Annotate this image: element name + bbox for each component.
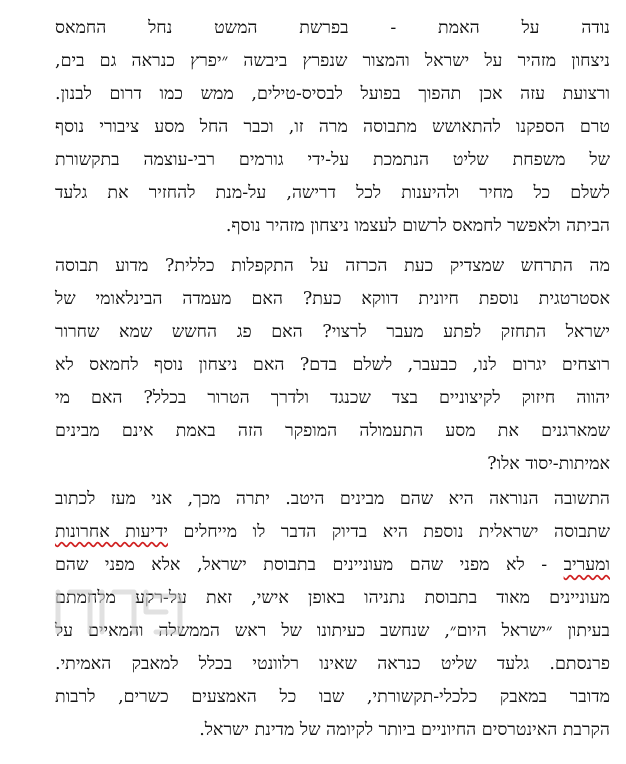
- paragraph-line: יהווה חיזוק לקיצוניים בצד שכנגד ולדרך הטרור בכלל? האם מי: [54, 388, 610, 408]
- paragraph-line: רוצחים יגרום לנו, כבעבר, לשלם בדם? האם ניצחון נוסף לחמאס לא: [54, 355, 610, 375]
- paragraph-line: שמארגנים את מסע התעמולה המופקר הזה באמת אינם מבינים: [55, 421, 610, 441]
- spellcheck-mark: ומעריב: [563, 555, 610, 575]
- paragraph-line: לשלם כל מחיר ולהיענות לכל דרישה, על-מנת להחזיר את גלעד: [54, 183, 610, 203]
- paragraph-line: פרנסתם. גלעד שליט כנראה שאינו רלוונטי בכלל למאבק האמיתי.: [55, 654, 610, 674]
- paragraph-line: אסטרטגית נוספת חיונית דווקא כעת? האם מעמדה הבינלאומי של: [55, 289, 610, 309]
- paragraph-line: שתבוסה ישראלית נוספת היא בדיוק הדבר לו מייחלים ידיעות אחרונות: [54, 522, 610, 542]
- paragraph-line: הקרבת האינטרסים החיוניים ביותר לקיומה של מדינת ישראל.: [199, 720, 610, 740]
- paragraph-line: אמיתות-יסוד אלו?: [487, 454, 610, 474]
- paragraph-line: ומעריב - לא מפני שהם מעוניינים בתבוסת ישראל, אלא מפני שהם: [55, 555, 610, 575]
- paragraph-line: ניצחון מזהיר על ישראל והמצור שנפרץ ביבשה ״יפרץ כנראה גם בים,: [55, 51, 610, 71]
- paragraph-3: [55, 483, 610, 747]
- paragraph-line: מדובר במאבק כלכלי-תקשורתי, שבו כל האמצעים כשרים, לרבות: [55, 687, 610, 707]
- paragraph-line: בעיתון ״ישראל היום״, שנחשב כעיתונו של ראש הממשלה והמאיים על: [54, 621, 610, 641]
- paragraph-line: התשובה הנוראה היא שהם מבינים היטב. יתרה מכך, אני מעז לכתוב: [55, 489, 610, 509]
- paragraph-line: ורצועת עזה אכן תהפוך בפועל לבסיס-טילים, ממש כמו דרום לבנון.: [55, 84, 610, 104]
- spellcheck-mark: ידיעות אחרונות: [54, 522, 168, 542]
- paragraph-line: ישראל התחזק לפתע מעבר לרצוי? האם פג החשש שמא שחרור: [55, 322, 610, 342]
- paragraph-1: [55, 12, 610, 243]
- paragraph-line: מה התרחש שמצדיק כעת הכרזה על התקפלות כללית? מדוע תבוסה: [54, 256, 610, 276]
- paragraph-line: של משפחת שליט הנתמכת על-ידי גורמים רבי-עוצמה בתקשורת: [54, 150, 610, 170]
- paragraph-2: [55, 250, 610, 481]
- paragraph-line: נודה על האמת - בפרשת המשט נחל החמאס: [55, 18, 610, 38]
- paragraph-line: מעוניינים מאוד בתבוסת נתניהו באופן אישי, זאת על-רקע מלחמתם: [55, 588, 610, 608]
- paragraph-line: הביתה ולאפשר לחמאס לרשום לעצמו ניצחון מזהיר נוסף.: [225, 216, 610, 236]
- paragraph-line: טרם הספקנו להתאושש מתבוסה מרה זו, וכבר החל מסע ציבורי נוסף: [55, 117, 610, 137]
